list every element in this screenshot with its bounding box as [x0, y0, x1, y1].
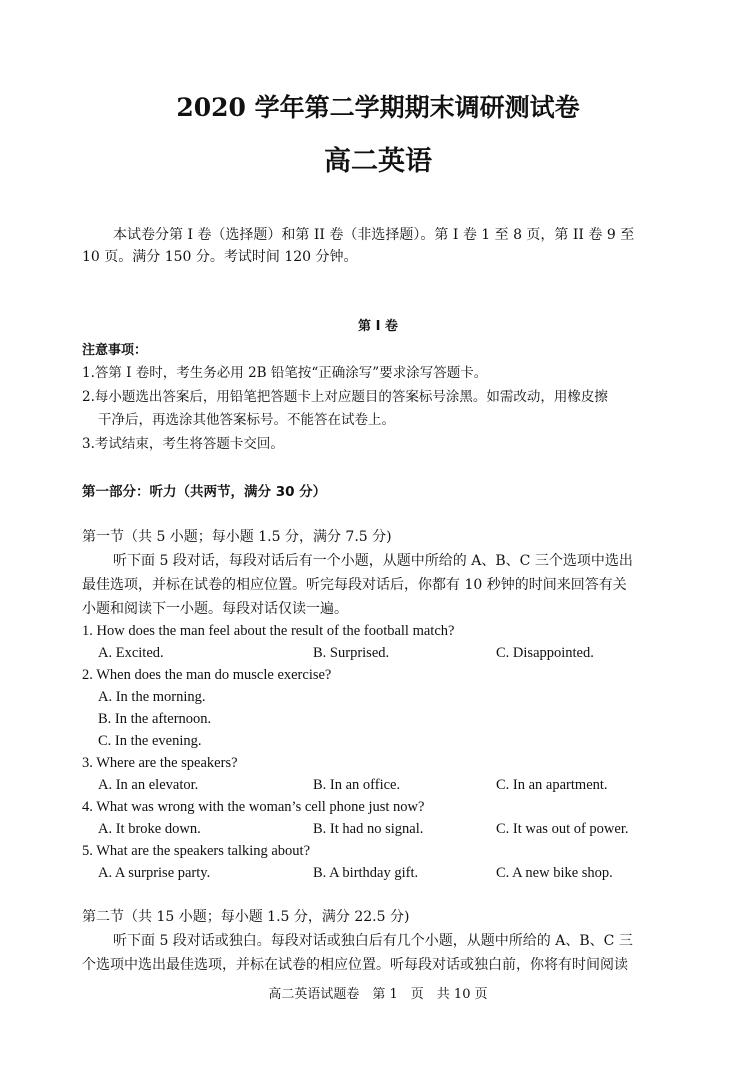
notes-item-2-line-1: 2.每小题选出答案后，用铅笔把答题卡上对应题目的答案标号涂黑。如需改动，用橡皮擦 — [82, 389, 608, 405]
question-4-option-c: C. It was out of power. — [496, 821, 629, 837]
notes-item-2-line-2: 干净后，再选涂其他答案标号。不能答在试卷上。 — [98, 412, 395, 428]
question-4: 4. What was wrong with the woman’s cell phone just now? — [82, 799, 425, 815]
section1-instr-line-3: 小题和阅读下一小题。每段对话仅读一遍。 — [82, 601, 348, 617]
page-footer: 高二英语试题卷 第 1 页 共 10 页 — [268, 987, 488, 1002]
question-3-option-c: C. In an apartment. — [496, 777, 608, 793]
section2-instr-line-1: 听下面 5 段对话或独白。每段对话或独白后有几个小题，从题中所给的 A、B、C 三 — [113, 933, 633, 949]
question-2: 2. When does the man do muscle exercise? — [82, 667, 332, 683]
question-5-option-b: B. A birthday gift. — [313, 865, 419, 881]
question-3-option-b: B. In an office. — [313, 777, 401, 793]
question-4-option-a: A. It broke down. — [98, 821, 201, 837]
question-5-option-a: A. A surprise party. — [98, 865, 211, 881]
section2-instr-line-2: 个选项中选出最佳选项，并标在试卷的相应位置。听每段对话或独白前，你将有时间阅读 — [82, 957, 628, 973]
section1-instr-line-1: 听下面 5 段对话，每段对话后有一个小题，从题中所给的 A、B、C 三个选项中选出 — [113, 553, 633, 569]
part1-heading: 第一部分：听力（共两节，满分 30 分） — [82, 484, 327, 500]
question-3: 3. Where are the speakers? — [82, 755, 238, 771]
question-5-option-c: C. A new bike shop. — [496, 865, 613, 881]
exam-subject: 高二英语 — [324, 146, 432, 177]
question-1: 1. How does the man feel about the result of the football match? — [82, 623, 455, 639]
question-3-option-a: A. In an elevator. — [98, 777, 199, 793]
section1-instr-line-2: 最佳选项，并标在试卷的相应位置。听完每段对话后，你都有 10 秒钟的时间来回答有关 — [82, 577, 627, 593]
question-2-option-a: A. In the morning. — [98, 689, 206, 705]
question-1-option-a: A. Excited. — [98, 645, 164, 661]
intro-line-1: 本试卷分第 I 卷（选择题）和第 II 卷（非选择题）。第 I 卷 1 至 8 页，第 II 卷 9 至 — [113, 227, 635, 243]
question-1-option-c: C. Disappointed. — [496, 645, 594, 661]
notes-item-3: 3.考试结束，考生将答题卡交回。 — [82, 436, 284, 452]
notes-item-1: 1.答第 I 卷时，考生务必用 2B 铅笔按“正确涂写”要求涂写答题卡。 — [82, 365, 488, 381]
volume-label: 第 I 卷 — [358, 319, 398, 334]
section1-heading: 第一节（共 5 小题；每小题 1.5 分，满分 7.5 分) — [82, 529, 392, 545]
section2-heading: 第二节（共 15 小题；每小题 1.5 分，满分 22.5 分) — [82, 909, 410, 925]
question-1-option-b: B. Surprised. — [313, 645, 390, 661]
question-2-option-b: B. In the afternoon. — [98, 711, 212, 727]
question-5: 5. What are the speakers talking about? — [82, 843, 311, 859]
notes-heading: 注意事项： — [82, 343, 148, 358]
exam-title: 2020 学年第二学期期末调研测试卷 — [176, 93, 580, 122]
intro-line-2: 10 页。满分 150 分。考试时间 120 分钟。 — [82, 249, 358, 265]
question-4-option-b: B. It had no signal. — [313, 821, 424, 837]
question-2-option-c: C. In the evening. — [98, 733, 202, 749]
